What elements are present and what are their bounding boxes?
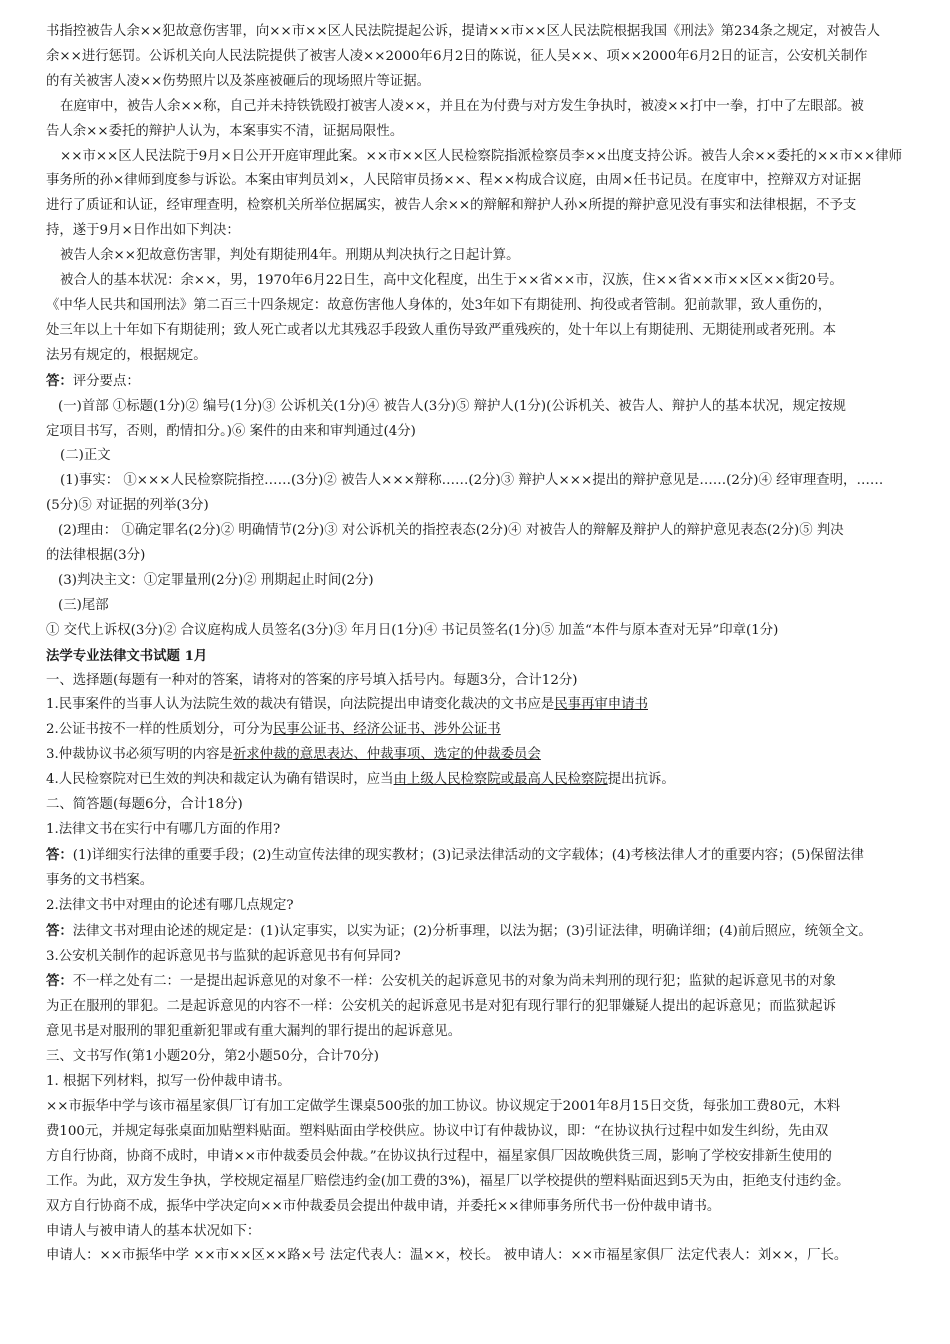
section-title: 法学专业法律文书试题 1月 — [46, 647, 208, 664]
text-line: 被合人的基本状况：余××，男，1970年6月22日生，高中文化程度，出生于××省××市，汉族，住××省××市××区××街20号。 — [60, 273, 843, 289]
text-line: 方自行协商，协商不成时，申请××市仲裁委员会仲裁。”在协议执行过程中，福星家俱厂因故晚供货三周，影响了学校安排新生使用的 — [46, 1148, 832, 1164]
text-line: 二、简答题(每题6分，合计18分) — [46, 797, 243, 813]
text-line: ××市××区人民法院于9月×日公开开庭审理此案。××市××区人民检察院指派检察员李××出度支持公诉。被告人余××委托的××市××律师 — [60, 148, 903, 164]
answer-text: 法律文书对理由论述的规定是：(1)认定事实，以实为证；(2)分析事理，以法为据；(3)引证法律，明确详细；(4)前后照应，统领全文。 — [72, 923, 872, 939]
text-line: 事务所的孙×律师到度参与诉讼。本案由审判员刘×，人民陪审员扬××、程××构成合议庭，由周×任书记员。在度审中，控辩双方对证据 — [46, 173, 862, 189]
underlined-answer: 祈求仲裁的意思表达、仲裁事项、选定的仲裁委员会 — [232, 747, 541, 763]
text-line: 持，遂于9月×日作出如下判决： — [46, 223, 240, 239]
text-line: 的有关被害人凌××伤势照片以及茶座被砸后的现场照片等证据。 — [46, 73, 430, 89]
underlined-answer: 民事公证书、经济公证书、涉外公证书 — [273, 722, 501, 738]
answer-line — [46, 969, 914, 995]
text-line: (5分)⑤ 对证据的列举(3分) — [46, 498, 209, 514]
text-line: (三)尾部 — [58, 597, 109, 613]
text-line: (一)首部 ①标题(1分)② 编号(1分)③ 公诉机关(1分)④ 被告人(3分)⑤ 辩护人(1分)(公诉机关、被告人、辩护人的基本状况，规定按规 — [58, 398, 846, 414]
text-line: 双方自行协商不成，振华中学决定向××市仲裁委员会提出仲裁申请，并委托××律师事务所代书一份仲裁申请书。 — [46, 1198, 721, 1214]
question-line — [46, 718, 914, 743]
text-line: 2.法律文书中对理由的论述有哪几点规定? — [46, 897, 294, 913]
text-line: 申请人与被申请人的基本状况如下： — [46, 1223, 261, 1239]
text-line: 一、选择题(每题有一种对的答案，请将对的答案的序号填入括号内。每题3分，合计12分) — [46, 672, 578, 688]
text-line: 被告人余××犯故意伤害罪，判处有期徒刑4年。刑期从判决执行之日起计算。 — [60, 248, 520, 264]
question-text-tail: 提出抗诉。 — [607, 772, 675, 788]
text-line: 告人余××委托的辩护人认为，本案事实不清，证据局限性。 — [46, 123, 404, 139]
answer-label: 答： — [46, 846, 73, 863]
text-line: 为正在服刑的罪犯。二是起诉意见的内容不一样：公安机关的起诉意见书是对犯有现行罪行的犯罪嫌疑人提出的起诉意见；而监狱起诉 — [46, 999, 837, 1015]
text-line: 三、文书写作(第1小题20分，第2小题50分，合计70分) — [46, 1049, 380, 1065]
text-line: ××市振华中学与该市福星家俱厂订有加工定做学生课桌500张的加工协议。协议规定于2001年8月15日交货，每张加工费80元，木料 — [46, 1098, 841, 1114]
text-line: 3.公安机关制作的起诉意见书与监狱的起诉意见书有何异同? — [46, 948, 401, 964]
text-line: 余××进行惩罚。公诉机关向人民法院提供了被害人凌××2000年6月2日的陈说，征人吴××、项××2000年6月2日的证言，公安机关制作 — [46, 48, 868, 64]
text-line: (2)理由： ①确定罪名(2分)② 明确情节(2分)③ 对公诉机关的指控表态(2分)④ 对被告人的辩解及辩护人的辩护意见表态(2分)⑤ 判决 — [58, 523, 844, 539]
text-line: (1)事实： ①×××人民检察院指控……(3分)② 被告人×××辩称……(2分)③ 辩护人×××提出的辩护意见是……(2分)④ 经审理查明，…… — [60, 473, 884, 489]
question-line — [46, 693, 914, 718]
text-line: 事务的文书档案。 — [46, 872, 154, 888]
answer-text: (1)详细实行法律的重要手段；(2)生动宣传法律的现实教材；(3)记录法律活动的文字载体；(4)考核法律人才的重要内容；(5)保留法律 — [72, 847, 864, 863]
text-line: 在庭审中，被告人余××称，自己并未持铁铣殴打被害人凌××，并且在为付费与对方发生争执时，被凌××打中一拳，打中了左眼部。被 — [60, 98, 864, 114]
answer-label: 答： — [46, 372, 73, 389]
answer-text: 评分要点： — [72, 373, 140, 389]
text-line: 书指控被告人余××犯故意伤害罪，向××市××区人民法院提起公诉，提请××市××区人民法院根据我国《刑法》第234条之规定，对被告人 — [46, 24, 881, 39]
answer-text: 不一样之处有二：一是提出起诉意见的对象不一样：公安机关的起诉意见书的对象为尚未判刑的现行犯；监狱的起诉意见书的对象 — [72, 974, 837, 990]
text-line: (二)正文 — [60, 448, 111, 464]
text-line: 申请人：××市振华中学 ××市××区××路×号 法定代表人：温××，校长。 被申请人：××市福星家俱厂 法定代表人：刘××，厂长。 — [46, 1248, 848, 1264]
answer-line — [46, 843, 914, 869]
text-line: 工作。为此，双方发生争执，学校规定福星厂赔偿违约金(加工费的3%)，福星厂以学校提供的塑料贴面迟到5天为由，拒绝支付违约金。 — [46, 1173, 850, 1189]
text-line: 处三年以上十年如下有期徒刑；致人死亡或者以尤其残忍手段致人重伤导致严重残疾的，处十年以上有期徒刑、无期徒刑或者死刑。本 — [46, 322, 837, 338]
text-line: 1.法律文书在实行中有哪几方面的作用? — [46, 822, 281, 837]
text-line: 费100元，并规定每张桌面加贴塑料贴面。塑料贴面由学校供应。协议中订有仲裁协议，即：“在协议执行过程中如发生纠纷，先由双 — [46, 1123, 829, 1139]
question-text: 1.民事案件的当事人认为法院生效的裁决有错误，向法院提出申请变化裁决的文书应是 — [46, 697, 555, 713]
text-line: 进行了质证和认证，经审理查明，检察机关所举位据属实，被告人余××的辩解和辩护人孙×所提的辩护意见没有事实和法律根据，不予支 — [46, 198, 857, 214]
answer-line — [46, 919, 914, 945]
text-line: ① 交代上诉权(3分)② 合议庭构成人员签名(3分)③ 年月日(1分)④ 书记员签名(1分)⑤ 加盖“本件与原本查对无异”印章(1分) — [46, 622, 779, 638]
question-line — [46, 743, 914, 768]
underlined-answer: 民事再审申请书 — [554, 697, 648, 713]
question-text: 2.公证书按不一样的性质划分，可分为 — [46, 722, 274, 738]
text-line: 1. 根据下列材料，拟写一份仲裁申请书。 — [46, 1074, 291, 1090]
text-line: 法另有规定的，根据规定。 — [46, 347, 207, 363]
text-line: 的法律根据(3分) — [46, 548, 146, 564]
question-text: 3.仲裁协议书必须写明的内容是 — [46, 747, 233, 763]
underlined-answer: 由上级人民检察院或最高人民检察院 — [393, 772, 608, 788]
answer-label: 答： — [46, 973, 73, 990]
text-line: 意见书是对服刑的罪犯重新犯罪或有重大漏判的罪行提出的起诉意见。 — [46, 1024, 462, 1040]
question-text: 4.人民检察院对已生效的判决和裁定认为确有错误时，应当 — [46, 772, 394, 788]
text-line: 《中华人民共和国刑法》第二百三十四条规定：故意伤害他人身体的，处3年如下有期徒刑、拘役或者管制。犯前款罪，致人重伤的， — [46, 297, 832, 313]
text-line: (3)判决主文：①定罪量刑(2分)② 刑期起止时间(2分) — [58, 572, 374, 588]
answer-label: 答： — [46, 922, 73, 939]
answer-line — [46, 369, 914, 395]
text-line: 定项目书写，否则，酌情扣分。)⑥ 案件的由来和审判通过(4分) — [46, 423, 416, 439]
question-line — [46, 768, 914, 793]
